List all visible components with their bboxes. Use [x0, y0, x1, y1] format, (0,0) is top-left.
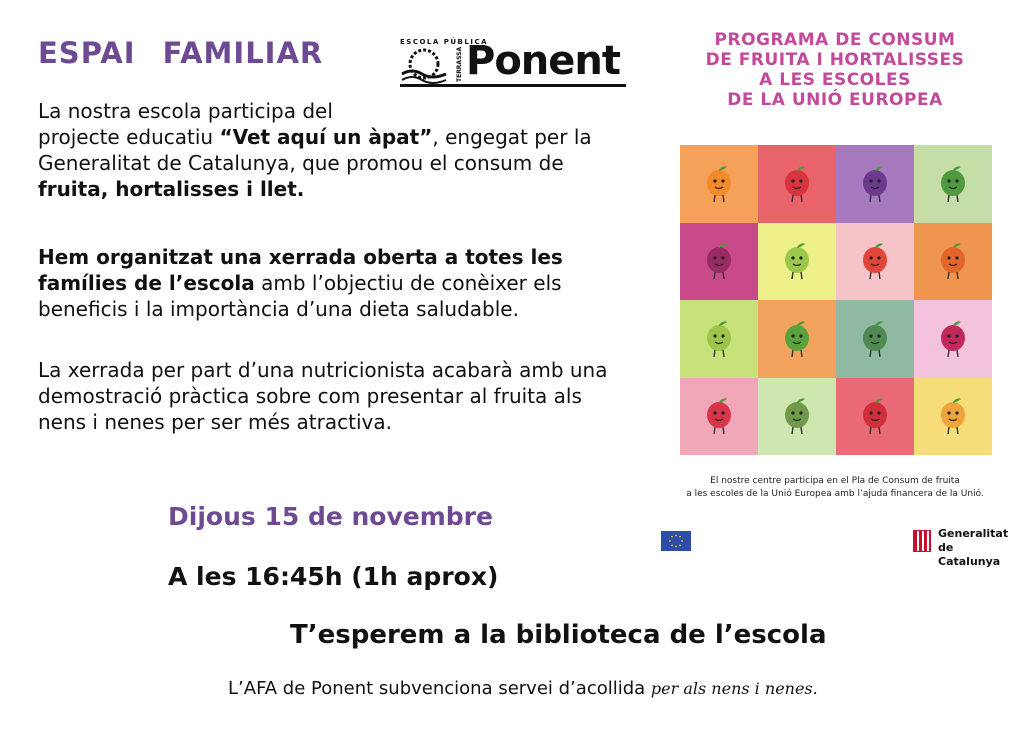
orange-icon — [696, 161, 742, 207]
demo-paragraph: La xerrada per part d’una nutricionista acabarà amb una demostració pràctica sobre com presentar al fruita als nens i nenes per ser més atractiva. — [38, 358, 608, 434]
peapod-icon — [774, 316, 820, 362]
event-place: T’esperem a la biblioteca de l’escola — [290, 620, 827, 650]
fruit-tile — [836, 378, 914, 456]
products-highlight: fruita, hortalisses i llet. — [38, 177, 305, 201]
fruit-tile — [836, 145, 914, 223]
footer-main-text: L’AFA de Ponent subvenciona servei d’acollida — [228, 678, 651, 699]
eggplant-icon — [852, 161, 898, 207]
generalitat-text — [938, 527, 1013, 569]
senyera-icon — [913, 530, 931, 552]
fruit-tile — [914, 378, 992, 456]
fruit-tile — [758, 223, 836, 301]
project-name: “Vet aquí un àpat” — [219, 125, 433, 149]
program-title-line-1: PROGRAMA DE CONSUM — [714, 30, 956, 50]
intro-text-2: , engegat per la Generalitat de Catalunya, que promou el consum de — [38, 125, 592, 175]
pear-icon — [696, 316, 742, 362]
talk-highlight: Hem organitzat una xerrada oberta a totes les famílies de l’escola — [38, 245, 563, 295]
fruit-tile — [680, 300, 758, 378]
caption-line-1: El nostre centre participa en el Pla de Consum de fruita — [710, 476, 960, 486]
footer-note — [228, 678, 818, 699]
footer-italic-text: per als nens i nenes. — [650, 679, 818, 698]
program-title-line-4: DE LA UNIÓ EUROPEA — [727, 90, 943, 110]
tomato-icon — [852, 238, 898, 284]
fruit-tile — [836, 300, 914, 378]
fruit-tile — [914, 223, 992, 301]
program-title — [700, 30, 970, 110]
school-emblem-icon — [400, 44, 448, 84]
school-name: Ponent — [466, 38, 620, 84]
broccoli-icon — [930, 161, 976, 207]
page-title: ESPAI FAMILIAR — [38, 36, 324, 70]
generalitat-logo — [913, 527, 1013, 568]
caption-line-2: a les escoles de la Unió Europea amb l’ajuda financera de la Unió. — [686, 489, 984, 499]
strawberry-icon — [774, 161, 820, 207]
intro-line-1: La nostra escola participa del — [38, 99, 333, 123]
program-title-line-3: A LES ESCOLES — [759, 70, 911, 90]
fruit-tile — [680, 378, 758, 456]
event-time: A les 16:45h (1h aprox) — [168, 562, 499, 591]
orange-icon — [930, 393, 976, 439]
tomato-icon — [852, 393, 898, 439]
program-title-line-2: DE FRUITA I HORTALISSES — [705, 50, 965, 70]
apple-icon — [774, 238, 820, 284]
fruit-tile — [758, 378, 836, 456]
talk-paragraph — [38, 244, 618, 322]
leek-icon — [852, 316, 898, 362]
school-logo — [400, 38, 626, 90]
fruit-tile — [680, 145, 758, 223]
event-date: Dijous 15 de novembre — [168, 502, 493, 531]
school-city-label: TERRASSA — [456, 46, 463, 82]
fruit-tile — [758, 145, 836, 223]
intro-paragraph — [38, 98, 618, 202]
raspberry-icon — [696, 393, 742, 439]
fruit-tile — [758, 300, 836, 378]
program-caption — [670, 475, 1000, 501]
generalitat-line-1: Generalitat — [938, 527, 1009, 540]
fruit-grid — [680, 145, 992, 455]
beet-icon — [696, 238, 742, 284]
eu-flag-icon — [661, 531, 691, 551]
generalitat-line-2: de Catalunya — [938, 541, 1001, 568]
cherry-icon — [930, 316, 976, 362]
fruit-tile — [680, 223, 758, 301]
talk-text: amb l’objectiu de conèixer els beneficis i la importància d’una dieta saludable. — [38, 271, 562, 321]
carrot-icon — [930, 238, 976, 284]
fruit-tile — [914, 300, 992, 378]
artichoke-icon — [774, 393, 820, 439]
fruit-tile — [836, 223, 914, 301]
fruit-tile — [914, 145, 992, 223]
intro-text: projecte educatiu — [38, 125, 220, 149]
logo-underline — [400, 84, 626, 87]
school-small-label: ESCOLA PÚBLICA — [400, 38, 488, 46]
